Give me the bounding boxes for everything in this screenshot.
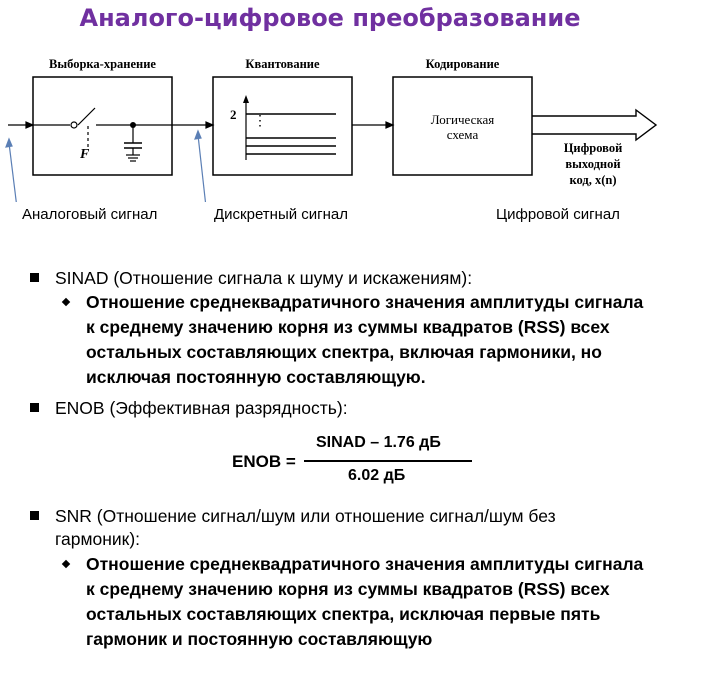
logic-line-1: Логическая (430, 112, 495, 127)
discrete-signal-label: Дискретный сигнал (214, 206, 348, 223)
signal-pointer-arrows (6, 131, 207, 202)
output-arrow (532, 110, 656, 140)
formula-numerator: SINAD – 1.76 дБ (316, 434, 441, 451)
sinad-line-2: к среднему значению корня из суммы квадратов (RSS) всех (86, 317, 610, 337)
square-bullet-icon (30, 403, 39, 412)
diamond-bullet-icon (62, 560, 70, 568)
square-bullet-icon (30, 273, 39, 282)
snr-line-2: к среднему значению корня из суммы квадратов (RSS) всех (86, 579, 610, 599)
sample-hold-block (33, 77, 172, 175)
switch-label: F (80, 147, 90, 162)
snr-heading-line-1: SNR (Отношение сигнал/шум или отношение сигнал/шум без (55, 506, 556, 526)
fraction-bar (304, 460, 472, 462)
block-header-quantization: Квантование (245, 57, 320, 71)
logic-line-2: схема (446, 127, 479, 142)
snr-line-4: гармоник и постоянную составляющую (86, 629, 433, 649)
page-title: Аналого-цифровое преобразование (79, 4, 581, 32)
square-bullet-icon (30, 511, 39, 520)
formula-denominator: 6.02 дБ (348, 467, 406, 484)
block-header-coding: Кодирование (425, 57, 500, 71)
enob-heading-text: ENOB (Эффективная разрядность): (55, 398, 348, 418)
quantization-block (213, 77, 352, 175)
snr-line-1: Отношение среднеквадратичного значения амплитуды сигнала (86, 554, 644, 574)
output-label (543, 140, 643, 188)
enob-formula (232, 434, 492, 494)
formula-lhs: ENOB = (232, 452, 296, 471)
switch-blade (78, 108, 95, 125)
analog-signal-label: Аналоговый сигнал (22, 206, 158, 223)
output-line-3: код, x(n) (569, 173, 617, 187)
sinad-line-3: остальных составляющих спектра, включая гармоники, но (86, 342, 602, 362)
sinad-line-1: Отношение среднеквадратичного значения амплитуды сигнала (86, 292, 644, 312)
level-label: 2 (230, 107, 237, 122)
diamond-bullet-icon (62, 298, 70, 306)
level-dots: ⋮ (253, 113, 267, 129)
logic-circuit-label (393, 112, 532, 142)
output-line-1: Цифровой (563, 141, 623, 155)
snr-line-3: остальных составляющих спектра, исключая первые пять (86, 604, 601, 624)
output-line-2: выходной (565, 157, 621, 171)
snr-heading-line-2: гармоник): (55, 529, 141, 549)
digital-signal-label: Цифровой сигнал (496, 206, 620, 223)
block-header-sample-hold: Выборка-хранение (49, 57, 156, 71)
sinad-line-4: исключая постоянную составляющую. (86, 367, 426, 387)
sinad-heading-text: SINAD (Отношение сигнала к шуму и искажениям): (55, 268, 473, 288)
